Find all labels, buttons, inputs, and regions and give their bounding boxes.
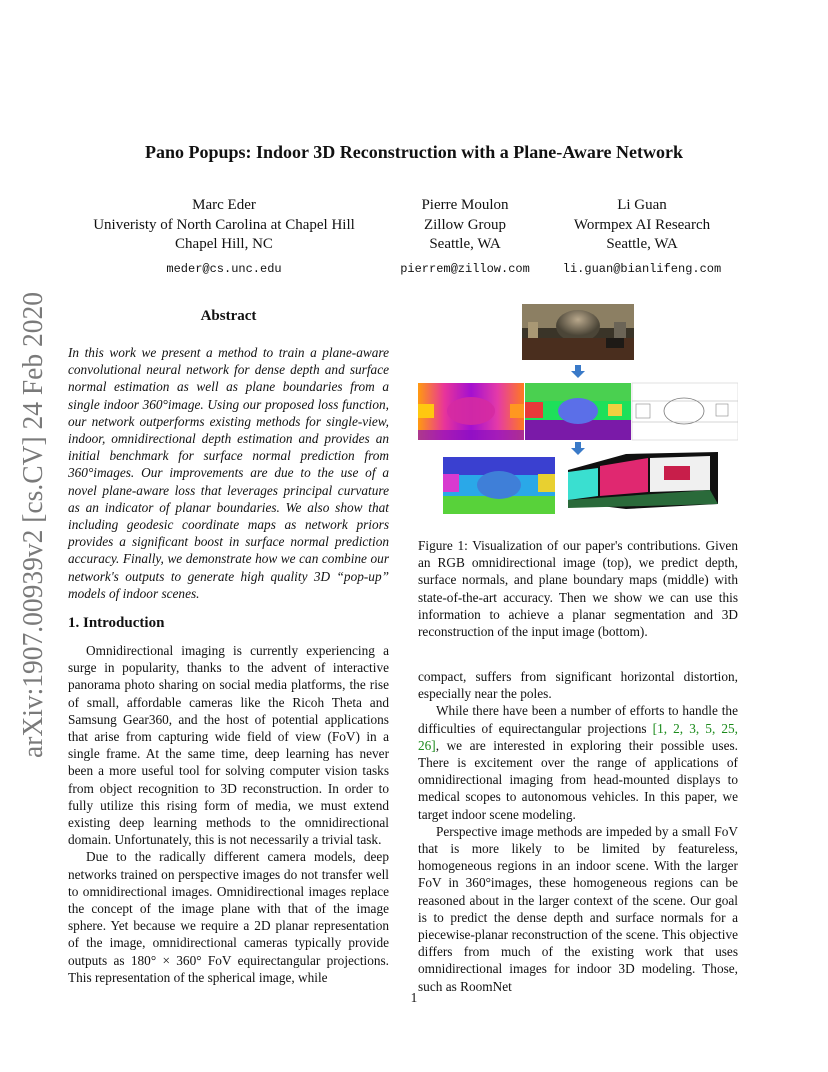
paper-title: Pano Popups: Indoor 3D Reconstruction with a Plane-Aware Network <box>145 142 683 162</box>
author-block-3 <box>548 196 736 279</box>
author-name: Pierre Moulon <box>421 197 509 213</box>
author-email[interactable]: pierrem@zillow.com <box>400 261 530 276</box>
author-block-2 <box>385 196 545 279</box>
depth-map <box>418 383 524 440</box>
citation-link[interactable]: [1, 2, 3, 5, 25, 26] <box>418 720 738 753</box>
intro-paragraph-2: Due to the radically different camera models, deep networks trained on perspective images do not transfer well to omnidirectional images. Omnidirectional images replace the concept of the image plane with that of the image sphere. Yet because we require a 2D planar representation of the image, omnidirectional cameras typically provide outputs as 180° × 360° FoV equirectangular projections. This representation of the spherical image, while <box>68 849 389 985</box>
figure-1 <box>418 304 738 520</box>
introduction-body <box>68 642 389 986</box>
right-paragraph-2 <box>418 702 738 822</box>
abstract-text: In this work we present a method to train a plane-aware convolutional neural network for dense depth and surface normal estimation as well as plane boundaries from a single indoor 360°image. Using our proposed loss function, our network outperforms existing methods for single-view, indoor, omnidirectional depth estimation and provides an initial benchmark for surface normal prediction from 360°images. Our improvements are due to the use of a novel plane-aware loss that leverages principal curvature as an indicator of planar boundaries. We also show that including geodesic coordinate maps as network priors provides a significant boost in surface normal prediction accuracy. Finally, we demonstrate how we can combine our network's outputs to generate high quality 3D “pop-up” models of indoor scenes. <box>68 345 389 601</box>
3d-reconstruction <box>568 452 718 509</box>
right-paragraph-1: compact, suffers from significant horizontal distortion, especially near the poles. <box>418 669 738 702</box>
figure-1-graphic <box>418 304 738 520</box>
right-paragraph-2-start: While there have been a number of efforts to handle the difficulties of equirectangular projections <box>418 703 738 736</box>
abstract-heading: Abstract <box>200 308 257 324</box>
author-affiliation: Zillow Group <box>423 216 507 233</box>
down-arrow-icon <box>571 442 585 455</box>
right-paragraph-3: Perspective image methods are impeded by a small FoV that is more likely to be limited by featureless, homogeneous regions in an indoor scene. With the larger FoV in 360°images, these homogeneous regions can be reasoned about in the larger context of the scene. Our goal is to predict the dense depth and surface normals for a piecewise-planar reconstruction of the scene. This objective differs from much of the existing work that uses omnidirectional images for indoor 3D modeling. Those, such as RoomNet <box>418 823 738 994</box>
figure-1-caption: Figure 1: Visualization of our paper's contributions. Given an RGB omnidirectional image (top), we predict depth, surface normals, and plane boundary maps (middle) with state-of-the-art accuracy. Then we show we can use this information to achieve a planar segmentation and 3D reconstruction of the input image (bottom). <box>418 538 738 640</box>
author-name: Li Guan <box>617 197 667 213</box>
author-email[interactable]: li.guan@bianlifeng.com <box>562 261 722 276</box>
author-location: Seattle, WA <box>606 236 678 252</box>
author-affiliation: Wormpex AI Research <box>573 216 711 233</box>
right-column-body <box>418 668 738 995</box>
author-affiliation: Univeristy of North Carolina at Chapel Hill <box>93 216 355 233</box>
author-location: Seattle, WA <box>429 236 501 252</box>
arxiv-stamp <box>2 290 56 760</box>
planar-segmentation <box>443 457 555 514</box>
boundary-map <box>632 383 738 440</box>
normal-map <box>525 383 631 440</box>
down-arrow-icon <box>571 365 585 378</box>
arxiv-stamp-svg <box>2 290 56 760</box>
right-paragraph-2-end: , we are interested in exploring their possible uses. There is excitement over the range of applications of omnidirectional imaging from head-mounted displays to medical scopes to autonomous vehicles. In this paper, we target indoor scene modeling. <box>418 737 738 822</box>
author-location: Chapel Hill, NC <box>175 236 273 252</box>
arxiv-stamp-text: arXiv:1907.00939v2 [cs.CV] 24 Feb 2020 <box>17 290 49 758</box>
page-number: 1 <box>410 990 418 1005</box>
intro-paragraph-1: Omnidirectional imaging is currently experiencing a surge in popularity, thanks to the advent of interactive panorama photo sharing on social media platforms, the rise of small, affordable cameras like the Ricoh Theta and Samsung Gear360, and the host of potential applications that arise from capturing wide field of view (FoV) in a single frame. At the same time, deep learning has never been a more useful tool for solving computer vision tasks from object recognition to 3D reconstruction. In order to fully utilize this rising form of media, we must extend existing deep learning methods to the omnidirectional domain. Unfortunately, this is not necessarily a trivial task. <box>68 643 389 848</box>
author-name: Marc Eder <box>192 197 256 213</box>
rgb-panorama <box>522 304 634 360</box>
author-email[interactable]: meder@cs.unc.edu <box>166 261 282 276</box>
introduction-heading: 1. Introduction <box>68 615 165 631</box>
author-block-1 <box>66 196 382 279</box>
